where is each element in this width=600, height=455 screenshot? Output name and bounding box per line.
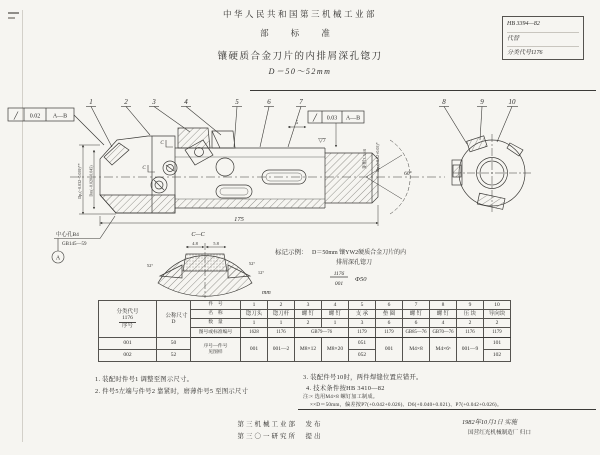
table-cell: 导向块 [484, 310, 511, 319]
class-code-cell [99, 301, 157, 338]
table-cell: GB79—76 [295, 328, 349, 338]
table-cell: 螺 钉 [430, 310, 457, 319]
table-cell: 锪刀杆 [268, 310, 295, 319]
table-cell: 1628 [241, 328, 268, 338]
table-cell: M4×6ˣ [430, 338, 457, 362]
balloon-3: 3 [152, 98, 156, 106]
section-angle-right: 52° [248, 261, 256, 266]
cut-mark-c2: C [142, 166, 146, 171]
balloon-8: 8 [442, 98, 446, 106]
table-cell: 1179 [349, 328, 376, 338]
header-rule [250, 90, 596, 91]
table-cell: 101 [484, 338, 511, 350]
tol1-symbol: ╱ [13, 112, 19, 120]
example-diameter: Φ50 [355, 276, 367, 283]
section-angle-12: 12° [257, 270, 265, 275]
footer-proposer: 第三〇一研究所 提出 [237, 433, 323, 440]
table-cell: 螺 钉 [403, 310, 430, 319]
footer-org: 国营红光机械制造厂 归口 [468, 430, 531, 436]
table-cell: GB85—76 [403, 328, 430, 338]
note-star2: ××D＝50mm，偏差按P7(+0.042+0.026)、D6(+0.040+0.021)、P7(+0.042+0.026)。 [310, 402, 503, 408]
nominal-size-d: D [171, 318, 176, 325]
table-cell: 1 [241, 319, 268, 328]
table-cell: 6 [376, 319, 403, 328]
table-cell: 1179 [376, 328, 403, 338]
tol1-datum: A—B [52, 113, 68, 120]
main-side-view [70, 128, 445, 213]
note-star1: 注:× 选用M4×8 螺钉加工制成。 [303, 394, 379, 400]
table-cell: 螺 钉 [295, 310, 322, 319]
table-cell: GB70—76 [430, 328, 457, 338]
example-frac-top: 1176 [333, 271, 345, 277]
dim-dm: Dm(−0.020−0.045) [88, 165, 94, 197]
d-52: 52 [157, 350, 191, 362]
table-cell: 051 [349, 338, 376, 350]
standard-type: 部 标 准 [260, 28, 340, 38]
table-cell: 7 [403, 301, 430, 310]
footer-issuer: 第三机械工业部 发布 [237, 421, 323, 428]
standard-code-box [502, 16, 584, 60]
example-frac-bottom: 001 [334, 281, 344, 287]
size-range: D＝50～52mm [268, 67, 332, 76]
datum-a-label: A [55, 255, 61, 262]
note-1: 1. 装配时件号1 调整至图示尺寸。 [95, 376, 194, 383]
table-cell: 1 [241, 301, 268, 310]
table-cell: 压 块 [457, 310, 484, 319]
dim-dp2: Dp₁(+0.02+0.05)* [375, 142, 380, 172]
serial-label: 序号 [121, 322, 133, 329]
center-hole-line2: GB145—59 [62, 242, 87, 247]
table-cell: 1 [268, 319, 295, 328]
table-cell: 垫 圈 [376, 310, 403, 319]
balloon-4: 4 [184, 98, 188, 106]
dim-5: 5 [295, 121, 299, 126]
engineering-drawing [0, 95, 600, 300]
row-note-line1: 序号—件号 [203, 343, 228, 349]
tol2-symbol: ╱ [312, 114, 318, 122]
table-cell: 9 [457, 301, 484, 310]
section-dim-1: 4.8 [192, 241, 198, 246]
tol1-value: 0.02 [29, 113, 41, 120]
serial-001: 001 [99, 338, 157, 350]
section-angle-left: 52° [146, 263, 154, 268]
note-4: 4. 技术条件按HB 3410—82 [306, 385, 385, 392]
section-dim-2: 5.8 [213, 241, 219, 246]
table-cell: 001 [241, 338, 268, 362]
class-number: 1176 [119, 315, 136, 323]
example-line1: D＝50mm 镶YW2硬质合金刀片的内 [312, 250, 407, 256]
table-cell: 2 [295, 319, 322, 328]
table-cell: 052 [349, 350, 376, 362]
table-cell: 1 [322, 319, 349, 328]
table-cell: 102 [484, 350, 511, 362]
footer-date: 1982年10月1日 实施 [462, 419, 518, 426]
row-note-cell [191, 338, 241, 362]
standard-code: HB 3394—82 [507, 18, 579, 33]
dim-rect: 矩形3.5×8 [362, 149, 367, 169]
balloon-10: 10 [508, 98, 516, 106]
table-cell: 001—2 [268, 338, 295, 362]
tol2-datum: A—B [345, 115, 361, 122]
angle-60: 60° [404, 171, 412, 177]
example-line2: 排屑深孔锪刀 [336, 260, 373, 266]
parts-table [98, 300, 511, 362]
table-cell: 001 [376, 338, 403, 362]
row-label-qty: 数 量 [191, 319, 241, 328]
dim-175: 175 [234, 216, 244, 223]
section-title: C—C [191, 232, 205, 238]
replaces-label: 代替 [507, 33, 579, 48]
end-view [452, 134, 531, 212]
table-cell: 5 [349, 301, 376, 310]
table-cell: 001—9 [457, 338, 484, 362]
balloon-9: 9 [480, 98, 484, 106]
row-note-line2: 见图样 [208, 349, 223, 355]
table-cell: 3 [349, 319, 376, 328]
table-cell: 3 [295, 301, 322, 310]
nominal-size-cell [157, 301, 191, 338]
table-cell: 1179 [484, 328, 511, 338]
class-label: 分类代号 [116, 308, 139, 315]
note-2: 2. 件号5左端与件号2 靠紧时，磨薄件号5 至图示尺寸 [95, 388, 249, 395]
example-label: 标记示例： [275, 249, 308, 256]
table-cell: 锪刀头 [241, 310, 268, 319]
table-cell: 6 [403, 319, 430, 328]
table-cell: 10 [484, 301, 511, 310]
table-cell: M8×20 [322, 338, 349, 362]
balloon-1: 1 [89, 98, 93, 106]
dim-dp1: Dp₁(−0.032−0.059)** [77, 163, 82, 199]
cut-mark-c1: C [160, 141, 164, 146]
center-hole-line1: 中心孔B4 [56, 232, 79, 238]
notes-divider [298, 409, 596, 410]
ministry-name: 中华人民共和国第三机械工业部 [222, 9, 377, 19]
note-3: 3. 装配件号10时，两件焊缝位置应错开。 [303, 374, 423, 381]
balloon-6: 6 [267, 98, 271, 106]
table-cell: 6 [376, 301, 403, 310]
document-title: 镶硬质合金刀片的内排屑深孔锪刀 [217, 52, 383, 62]
d-50: 50 [157, 338, 191, 350]
table-cell: 2 [457, 319, 484, 328]
table-cell: 8 [430, 301, 457, 310]
table-cell: 2 [268, 301, 295, 310]
surface-finish: ▽7 [318, 138, 326, 144]
balloon-5: 5 [235, 98, 239, 106]
balloon-7: 7 [299, 98, 303, 106]
tol2-value: 0.03 [326, 115, 338, 122]
classification-code: 分类代号1176 [507, 50, 543, 56]
table-cell: 4 [430, 319, 457, 328]
table-unit: mm [262, 290, 271, 296]
row-label-name: 名 称 [191, 310, 241, 319]
table-cell: 支 承 [349, 310, 376, 319]
row-label-partno: 件 号 [191, 301, 241, 310]
table-cell: M8×12 [295, 338, 322, 362]
table-cell: 4 [322, 301, 349, 310]
nominal-size-label: 公称尺寸 [165, 312, 188, 319]
row-label-std: 图号或标准编号 [191, 328, 241, 338]
balloon-2: 2 [124, 98, 128, 106]
table-cell: 螺 钉 [322, 310, 349, 319]
serial-002: 002 [99, 350, 157, 362]
table-cell: 2 [484, 319, 511, 328]
table-cell: 1176 [457, 328, 484, 338]
table-cell: M4×8 [403, 338, 430, 362]
table-cell: 1176 [268, 328, 295, 338]
